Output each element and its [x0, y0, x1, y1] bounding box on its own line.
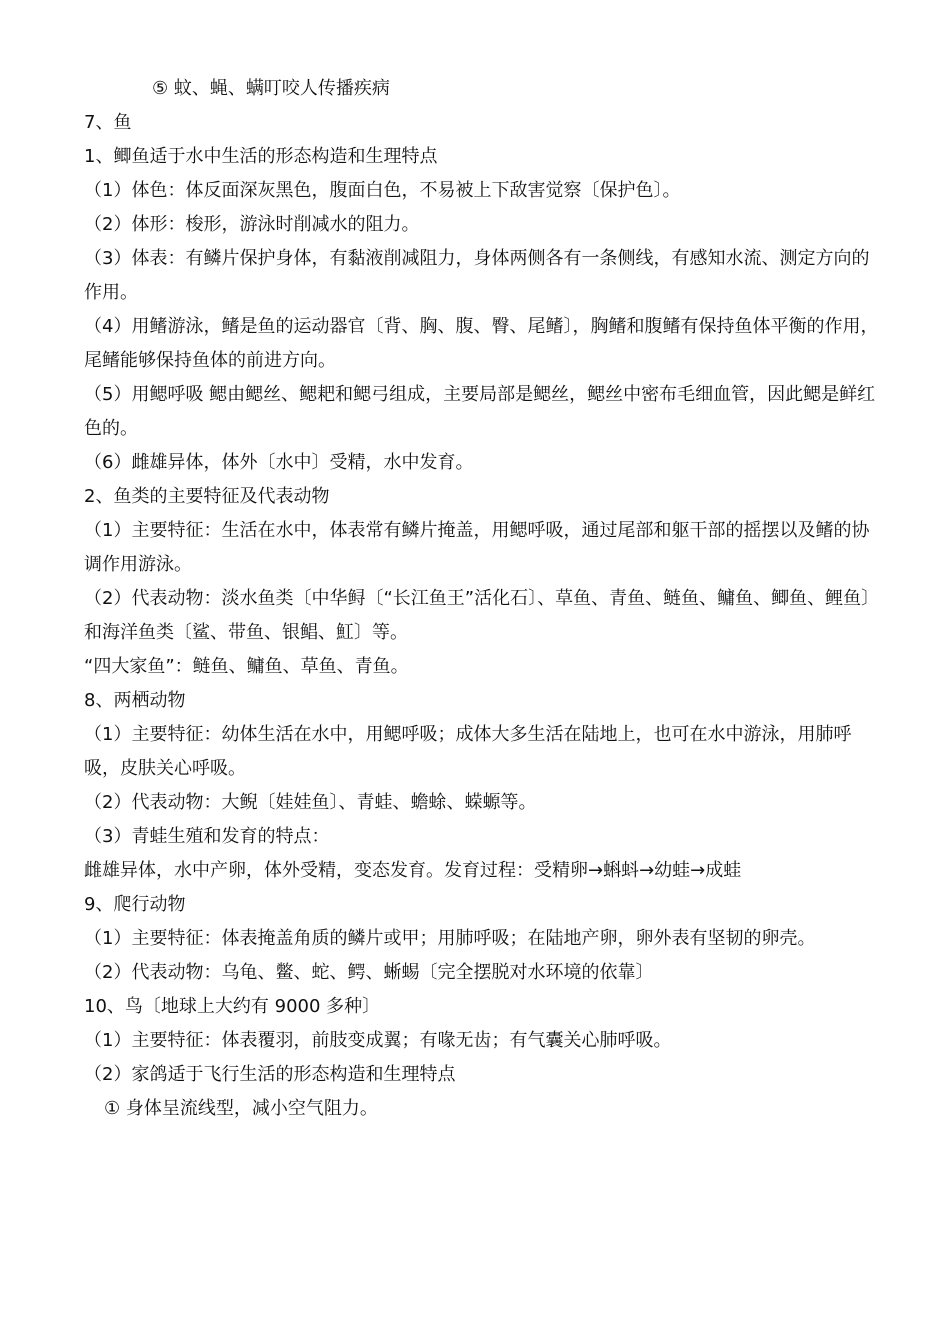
subsection-heading: 1、鲫鱼适于水中生活的形态构造和生理特点	[84, 146, 438, 167]
text-line: （3）体表：有鳞片保护身体，有黏液削减阻力，身体两侧各有一条侧线，有感知水流、测定方向的作用。	[84, 248, 870, 303]
section-heading: 7、鱼	[84, 112, 132, 133]
subsection-heading: 2、鱼类的主要特征及代表动物	[84, 486, 330, 507]
text-line: （1）主要特征：生活在水中，体表常有鳞片掩盖，用鳃呼吸，通过尾部和躯干部的摇摆以及鳍的协调作用游泳。	[84, 520, 870, 575]
text-line: （1）体色：体反面深灰黑色，腹面白色，不易被上下敌害觉察〔保护色〕。	[84, 180, 681, 201]
text-line: （1）主要特征：体表覆羽，前肢变成翼；有喙无齿；有气囊关心肺呼吸。	[84, 1030, 672, 1051]
section-heading: 10、鸟〔地球上大约有 9000 多种〕	[84, 996, 381, 1017]
section-heading: 9、爬行动物	[84, 894, 186, 915]
text-line: （4）用鳍游泳，鳍是鱼的运动器官〔背、胸、腹、臀、尾鳍〕，胸鳍和腹鳍有保持鱼体平衡的作用，尾鳍能够保持鱼体的前进方向。	[84, 316, 879, 371]
text-line: （2）代表动物：淡水鱼类〔中华鲟〔“长江鱼王”活化石〕、草鱼、青鱼、鲢鱼、鳙鱼、鲫鱼、鲤鱼〕和海洋鱼类〔鲨、带鱼、银鲳、魟〕等。	[84, 588, 880, 643]
text-line: 雌雄异体，水中产卵，体外受精，变态发育。发育过程：受精卵→蝌蚪→幼蛙→成蛙	[84, 860, 742, 881]
text-line: （1）主要特征：体表掩盖角质的鳞片或甲；用肺呼吸；在陆地产卵，卵外表有坚韧的卵壳。	[84, 928, 816, 949]
section-heading: 8、两栖动物	[84, 690, 186, 711]
text-line: （2）代表动物：大鲵〔娃娃鱼〕、青蛙、蟾蜍、蝾螈等。	[84, 792, 537, 813]
text-line: （6）雌雄异体，体外〔水中〕受精，水中发育。	[84, 452, 474, 473]
text-line: （2）家鸽适于飞行生活的形态构造和生理特点	[84, 1064, 456, 1085]
text-line: （1）主要特征：幼体生活在水中，用鳃呼吸；成体大多生活在陆地上，也可在水中游泳，用肺呼吸，皮肤关心呼吸。	[84, 724, 852, 779]
text-line: ⑤ 蚊、蝇、螨叮咬人传播疾病	[152, 78, 390, 99]
text-line: ① 身体呈流线型，减小空气阻力。	[104, 1098, 378, 1119]
text-line: “四大家鱼”：鲢鱼、鳙鱼、草鱼、青鱼。	[84, 656, 409, 677]
text-line: （2）体形：梭形，游泳时削减水的阻力。	[84, 214, 420, 235]
document-page	[84, 72, 884, 1126]
text-line: （5）用鳃呼吸 鳃由鳃丝、鳃耙和鳃弓组成，主要局部是鳃丝，鳃丝中密布毛细血管，因此鳃是鲜红色的。	[84, 384, 876, 439]
text-line: （2）代表动物：乌龟、鳖、蛇、鳄、蜥蜴〔完全摆脱对水环境的依靠〕	[84, 962, 654, 983]
text-line: （3）青蛙生殖和发育的特点：	[84, 826, 330, 847]
